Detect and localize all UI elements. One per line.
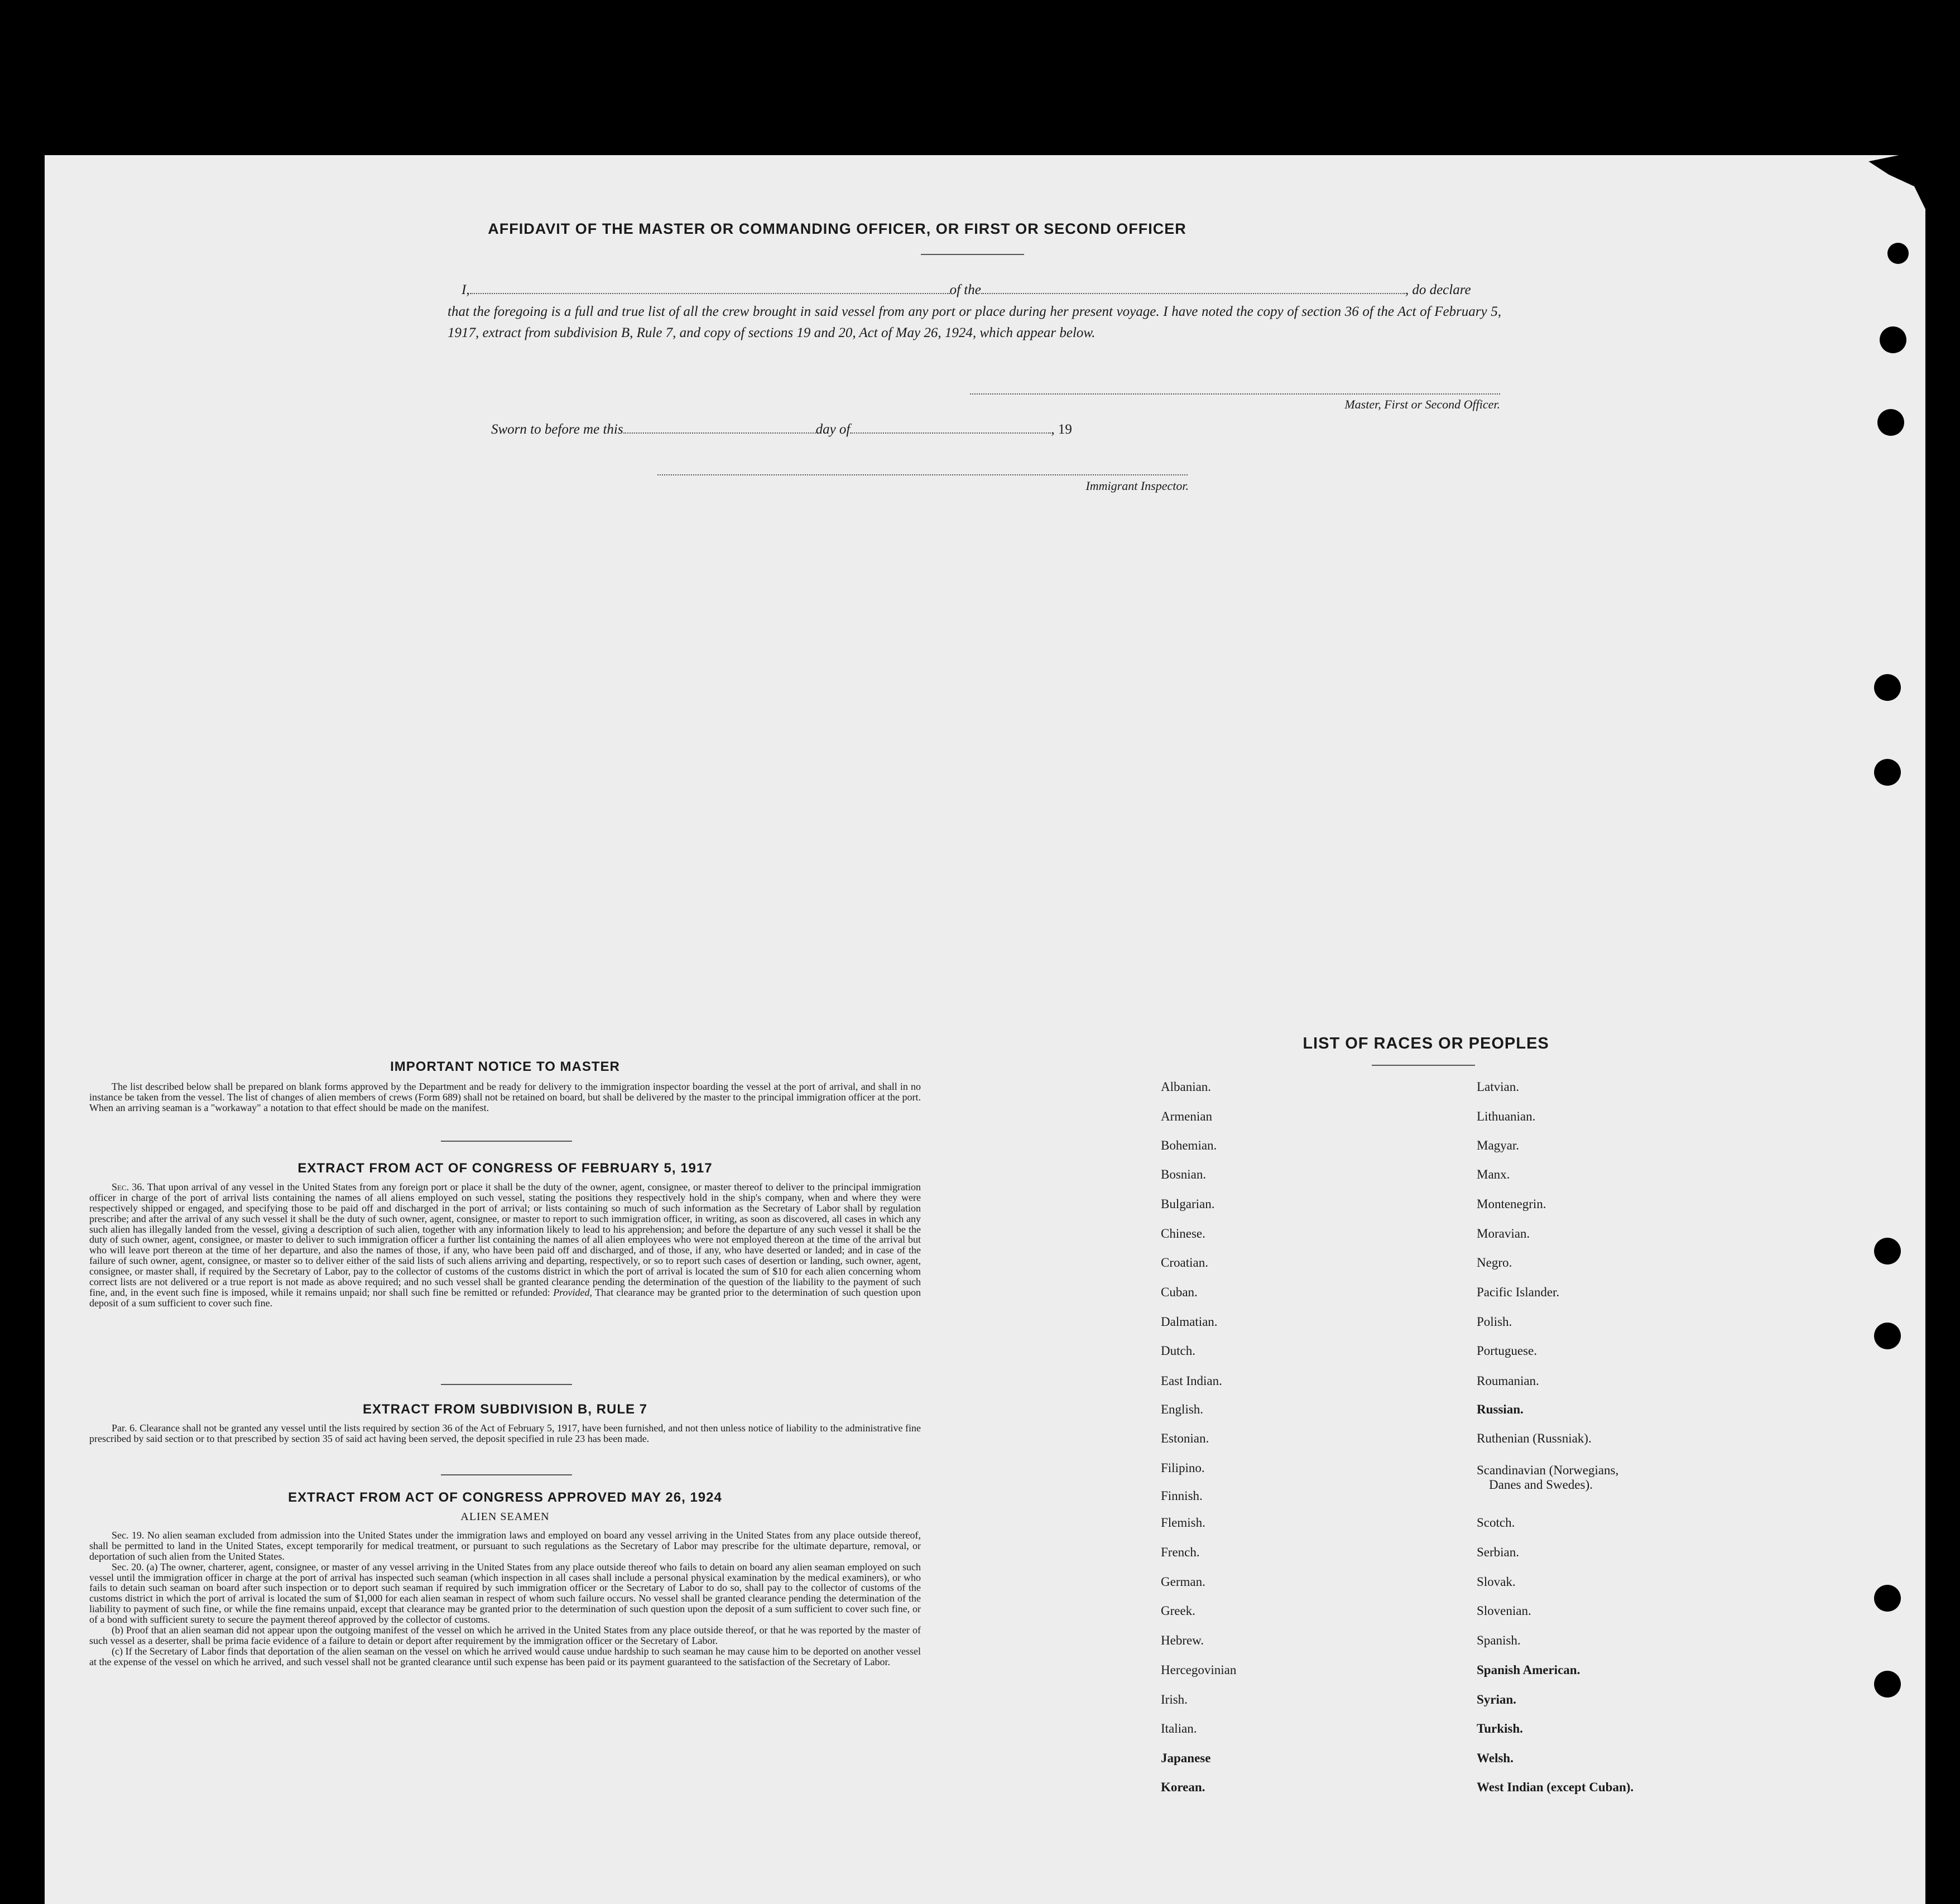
notice-paragraph: The list described below shall be prepared on blank forms approved by the Department and be ready for delivery to the immigration inspector boarding the vessel at the port of arrival, and shall in no instance be taken from the vessel. The list of changes of alien members of crews (Form 689) shall not be retained on board, but shall be delivered by the master to the principal immigration officer at the port. When an arriving seaman is a "workaway" a notation to that effect should be made on the manifest.	[89, 1081, 921, 1113]
proviso-label: Provided,	[553, 1286, 592, 1298]
year-label: , 19	[1051, 422, 1072, 437]
section-divider	[441, 1474, 572, 1475]
race-item: Italian.	[1161, 1722, 1197, 1735]
rule-7-text	[89, 1423, 921, 1444]
race-item: Bulgarian.	[1161, 1197, 1215, 1211]
race-item: Irish.	[1161, 1693, 1188, 1706]
punch-hole	[1877, 409, 1904, 436]
race-item: Syrian.	[1477, 1693, 1516, 1706]
extract-1924-title: EXTRACT FROM ACT OF CONGRESS APPROVED MAY 26, 1924	[288, 1490, 722, 1505]
punch-hole	[1874, 1671, 1901, 1698]
sec-36-label: Sec. 36.	[112, 1181, 145, 1193]
race-item: Roumanian.	[1477, 1374, 1539, 1388]
race-item: Lithuanian.	[1477, 1109, 1536, 1123]
punch-hole	[1874, 674, 1901, 701]
section-divider	[441, 1384, 572, 1385]
of-the-label: of the	[949, 282, 981, 297]
punch-hole	[1874, 1238, 1901, 1264]
races-title: LIST OF RACES OR PEOPLES	[1303, 1035, 1549, 1052]
extract-1917-title: EXTRACT FROM ACT OF CONGRESS OF FEBRUARY 5, 1917	[297, 1161, 713, 1176]
race-item: Slovak.	[1477, 1575, 1516, 1589]
race-item: Bohemian.	[1161, 1138, 1217, 1152]
race-item: Turkish.	[1477, 1722, 1523, 1735]
extract-1924-text	[89, 1530, 921, 1667]
race-item: Flemish.	[1161, 1516, 1205, 1530]
race-item: Chinese.	[1161, 1227, 1205, 1241]
sec-20a-paragraph: Sec. 20. (a) The owner, charterer, agent, consignee, or master of any vessel arriving in the United States from any place outside thereof who fails to detain on board any alien seaman employed on such vessel until the immigration officer in charge at the port of arrival has inspected such seaman (which inspection in all cases shall include a personal physical examination by the medical examiners), or who fails to detain such seaman on board after such inspection or to deport such seaman if required by such immigration officer or the Secretary of Labor to do so, shall pay to the collector of customs of the customs district in which the port of arrival is located the sum of $1,000 for each alien seaman in respect of whom such failure occurs. No vessel shall be granted clearance pending the determination of the liability to payment of such fine, or while the fine remains unpaid, except that clearance may be granted prior to the determination of such question upon the deposit of a sum sufficient to cover such fine, or of a bond with sufficient surety to secure the payment thereof approved by the collector of customs.	[89, 1561, 921, 1626]
race-item: Bosnian.	[1161, 1167, 1207, 1181]
race-item: Danes and Swedes).	[1489, 1478, 1593, 1492]
extract-1917-text	[89, 1182, 921, 1309]
notice-text	[89, 1081, 921, 1113]
race-item: Spanish American.	[1477, 1663, 1581, 1677]
affidavit-title: AFFIDAVIT OF THE MASTER OR COMMANDING OFFICER, OR FIRST OR SECOND OFFICER	[488, 220, 1186, 237]
notice-title: IMPORTANT NOTICE TO MASTER	[390, 1059, 620, 1074]
race-item: Moravian.	[1477, 1227, 1530, 1241]
race-item: Scotch.	[1477, 1516, 1515, 1530]
race-item: Scandinavian (Norwegians,	[1477, 1463, 1619, 1477]
race-item: East Indian.	[1161, 1374, 1222, 1388]
alien-seamen-subtitle: ALIEN SEAMEN	[460, 1511, 550, 1523]
rule-7-paragraph: Par. 6. Clearance shall not be granted any vessel until the lists required by section 36 of the Act of February 5, 1917, have been furnished, and not then unless notice of liability to the administrative fine prescribed by said section or to that prescribed by section 35 of said act having been served, the deposit specified in rule 23 has been made.	[89, 1422, 921, 1444]
race-item: Negro.	[1477, 1256, 1512, 1270]
sworn-line	[491, 421, 1161, 437]
race-item: Korean.	[1161, 1780, 1205, 1794]
race-item: English.	[1161, 1402, 1204, 1416]
section-divider	[441, 1141, 572, 1142]
race-item: Ruthenian (Russniak).	[1477, 1431, 1592, 1445]
race-item: Portuguese.	[1477, 1344, 1537, 1358]
race-item: Slovenian.	[1477, 1604, 1531, 1618]
race-item: Polish.	[1477, 1315, 1512, 1329]
day-of-label: day of	[815, 422, 851, 437]
race-item: Montenegrin.	[1477, 1197, 1546, 1211]
race-item: Welsh.	[1477, 1751, 1514, 1765]
punch-hole	[1880, 326, 1906, 353]
race-item: French.	[1161, 1545, 1200, 1559]
race-item: Russian.	[1477, 1402, 1524, 1416]
declare-label: , do declare	[1405, 282, 1471, 297]
race-item: Armenian	[1161, 1109, 1212, 1123]
punch-hole	[1874, 759, 1901, 786]
race-item: Hebrew.	[1161, 1633, 1204, 1647]
race-item: Pacific Islander.	[1477, 1285, 1560, 1299]
vessel-name-field[interactable]	[981, 282, 1405, 294]
race-item: Dalmatian.	[1161, 1315, 1218, 1329]
race-item: Finnish.	[1161, 1489, 1203, 1503]
race-item: Cuban.	[1161, 1285, 1198, 1299]
inspector-signature-label: Immigrant Inspector.	[1085, 479, 1189, 493]
master-signature-label: Master, First or Second Officer.	[1344, 397, 1500, 411]
declarant-name-field[interactable]	[470, 282, 950, 294]
race-item: Greek.	[1161, 1604, 1195, 1618]
affidavit-body: that the foregoing is a full and true list of all the crew brought in said vessel from any port or place during her present voyage. I have noted the copy of section 36 of the Act of February 5, 1917, extract from subdivision B, Rule 7, and copy of sections 19 and 20, Act of May 26, 1924, which appear below.	[448, 304, 1501, 340]
race-item: German.	[1161, 1575, 1205, 1589]
declarant-prefix: I,	[462, 282, 470, 297]
title-underline	[921, 254, 1024, 255]
race-item: Spanish.	[1477, 1633, 1521, 1647]
race-item: Manx.	[1477, 1167, 1510, 1181]
sec-20b-paragraph: (b) Proof that an alien seaman did not appear upon the outgoing manifest of the vessel on which he arrived in the United States from any place outside thereof, or that he was reported by the master of such vessel as a deserter, shall be prima facie evidence of a failure to detain or deport after requirement by the immigration officer or the Secretary of Labor.	[89, 1624, 921, 1646]
rule-7-title: EXTRACT FROM SUBDIVISION B, RULE 7	[362, 1402, 648, 1417]
inspector-signature-line[interactable]	[657, 474, 1188, 475]
sworn-label: Sworn to before me this	[491, 422, 623, 437]
race-item: Croatian.	[1161, 1256, 1208, 1270]
sworn-month-field[interactable]	[850, 421, 1051, 434]
race-item: Albanian.	[1161, 1080, 1212, 1094]
race-item: Hercegovinian	[1161, 1663, 1237, 1677]
master-signature-line[interactable]	[970, 393, 1500, 395]
race-item: Latvian.	[1477, 1080, 1519, 1094]
race-item: West Indian (except Cuban).	[1477, 1780, 1634, 1794]
punch-hole	[1874, 1323, 1901, 1349]
sec-36-text-end: That clearance may be granted prior to the determination of such question upon deposit of a sum sufficient to cover such fine.	[89, 1286, 921, 1309]
sec-36-text: That upon arrival of any vessel in the United States from any foreign port or place it shall be the duty of the owner, agent, consignee, or master thereof to deliver to the principal immigration officer in charge of the port of arrival lists containing the names of all aliens employed on such vessel, stating the positions they respectively hold in the ship's company, when and where they were respectively shipped or engaged, and specifying those to be paid off and discharged in the port of arrival; or lists containing so much of such information as the Secretary of Labor shall by regulation prescribe; and after the arrival of any such vessel it shall be the duty of such owner, agent, consignee, or master to report to such immigration officer, in writing, as soon as discovered, all cases in which any such alien has illegally landed from the vessel, giving a description of such alien, together with any information likely to lead to his apprehension; and before the departure of any such vessel it shall be the duty of such owner, agent, consignee, or master to deliver to such immigration officer a further list containing the names of all alien employees who were not employed thereon at the time of the arrival but who will leave port thereon at the time of her departure, and also the names of those, if any, who have been paid off and discharged, and of those, if any, who have deserted or landed; and in case of the failure of such owner, agent, consignee, or master so to deliver either of the said lists of such aliens arriving and departing, respectively, or so to report such cases of desertion or landing, such owner, agent, consignee, or master shall, if required by the Secretary of Labor, pay to the collector of customs of the customs district in which the port of arrival is located the sum of $10 for each alien concerning whom correct lists are not delivered or a true report is not made as above required; and no such vessel shall be granted clearance pending the determination of the question of the liability to the payment of such fine, and, in the event such fine is imposed, while it remains unpaid; nor shall such fine be remitted or refunded:	[89, 1181, 921, 1298]
punch-hole	[1874, 1585, 1901, 1612]
race-item: Japanese	[1161, 1751, 1211, 1765]
sworn-day-field[interactable]	[623, 421, 816, 434]
race-item: Serbian.	[1477, 1545, 1520, 1559]
race-item: Magyar.	[1477, 1138, 1520, 1152]
affidavit-declaration-line	[449, 282, 1501, 298]
race-item: Dutch.	[1161, 1344, 1195, 1358]
sec-19-paragraph: Sec. 19. No alien seaman excluded from admission into the United States under the immigration laws and employed on board any vessel arriving in the United States from any place outside thereof, shall be permitted to land in the United States, except temporarily for medical treatment, or pursuant to such regulations as the Secretary of Labor may prescribe for the ultimate departure, removal, or deportation of such alien from the United States.	[89, 1530, 921, 1562]
race-item: Filipino.	[1161, 1461, 1205, 1475]
punch-hole	[1887, 243, 1909, 264]
races-title-underline	[1372, 1065, 1475, 1066]
sec-20c-paragraph: (c) If the Secretary of Labor finds that deportation of the alien seaman on the vessel on which he arrived would cause undue hardship to such seaman he may cause him to be deported on another vessel at the expense of the vessel on which he arrived, and such vessel shall not be granted clearance until such expense has been paid or its payment guaranteed to the satisfaction of the Secretary of Labor.	[89, 1645, 921, 1667]
race-item: Estonian.	[1161, 1431, 1209, 1445]
